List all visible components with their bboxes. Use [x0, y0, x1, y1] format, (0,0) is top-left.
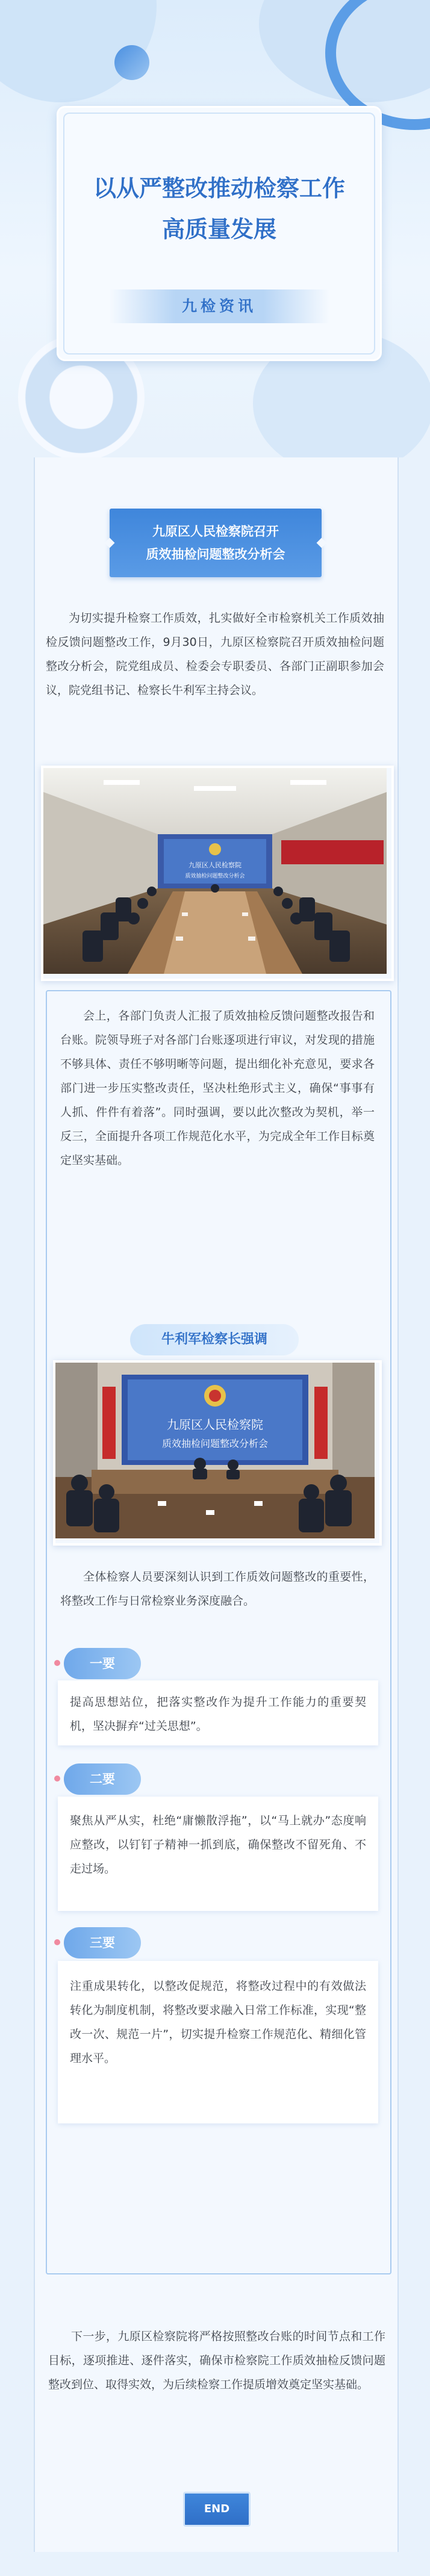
point-1-text: 提高思想站位，把落实整改作为提升工作能力的重要契机，坚决摒弃“过关思想”。	[70, 1695, 366, 1733]
point-1-dot	[54, 1660, 60, 1666]
photo2-banner-line1: 九原区人民检察院	[167, 1417, 263, 1432]
subtitle-bar: 九检资讯	[109, 289, 329, 323]
section-heading-line2: 质效抽检问题整改分析会	[146, 547, 285, 562]
title-card	[57, 106, 382, 361]
page-title	[58, 168, 380, 250]
meeting-photo-1-image	[43, 768, 387, 974]
page-title-line2: 高质量发展	[161, 216, 276, 243]
point-2-card	[58, 1797, 378, 1911]
staff-paragraph: 全体检察人员要深刻认识到工作质效问题整改的重要性，将整改工作与日常检察业务深度融合。	[60, 1570, 375, 1608]
photo1-banner-line2: 质效抽检问题整改分析会	[185, 873, 245, 879]
point-3-text: 注重成果转化，以整改促规范，将整改过程中的有效做法转化为制度机制，将整改要求融入日常工作标准，实现“整改一次、规范一片”，切实提升检察工作规范化、精细化管理水平。	[70, 1980, 366, 2065]
point-3-card	[58, 1961, 378, 2123]
photo2-banner-line2: 质效抽检问题整改分析会	[161, 1438, 269, 1449]
end-marker: END	[183, 2492, 251, 2527]
closing-paragraph: 下一步，九原区检察院将严格按照整改台账的时间节点和工作目标，逐项推进、逐件落实，确保市检察院工作质效抽检反馈问题整改到位、取得实效，为后续检察工作提质增效奠定坚实基础。	[48, 2330, 385, 2391]
intro-paragraph: 为切实提升检察工作质效，扎实做好全市检察机关工作质效抽检反馈问题整改工作，9月30日，九原区检察院召开质效抽检问题整改分析会，院党组成员、检委会专职委员、各部门正副职参加会议，院党组书记、检察长牛利军主持会议。	[46, 611, 384, 697]
point-2-label: 二要	[64, 1763, 141, 1795]
point-2-text: 聚焦从严从实，杜绝“庸懒散浮拖”，以“马上就办”态度响应整改，以钉钉子精神一抓到底，确保整改不留死角、不走过场。	[70, 1814, 366, 1875]
meeting-photo-2-image	[55, 1363, 375, 1538]
point-3-dot	[54, 1939, 60, 1945]
section-heading	[110, 509, 322, 577]
leader-emphasis-chip: 牛利军检察长强调	[130, 1324, 299, 1355]
photo1-banner-line1: 九原区人民检察院	[189, 861, 241, 869]
point-3-label: 三要	[64, 1927, 141, 1958]
meeting-photo-2	[53, 1360, 382, 1546]
point-1-card	[58, 1680, 378, 1745]
page-title-line1: 以从严整改推动检察工作	[93, 175, 345, 202]
point-2-dot	[54, 1776, 60, 1782]
decor-bubble	[114, 45, 149, 80]
meeting-photo-1	[41, 766, 394, 981]
meeting-paragraph: 会上，各部门负责人汇报了质效抽检反馈问题整改报告和台账。院领导班子对各部门台账逐项进行审议，对发现的措施不够具体、责任不够明晰等问题，提出细化补充意见，要求各部门进一步压实整改责任，坚决杜绝形式主义，确保“事事有人抓、件件有着落”。同时强调，要以此次整改为契机，举一反三，全面提升各项工作规范化水平，为完成全年工作目标奠定坚实基础。	[60, 1009, 375, 1167]
section-heading-line1: 九原区人民检察院召开	[152, 524, 279, 539]
point-1-label: 一要	[64, 1648, 141, 1679]
